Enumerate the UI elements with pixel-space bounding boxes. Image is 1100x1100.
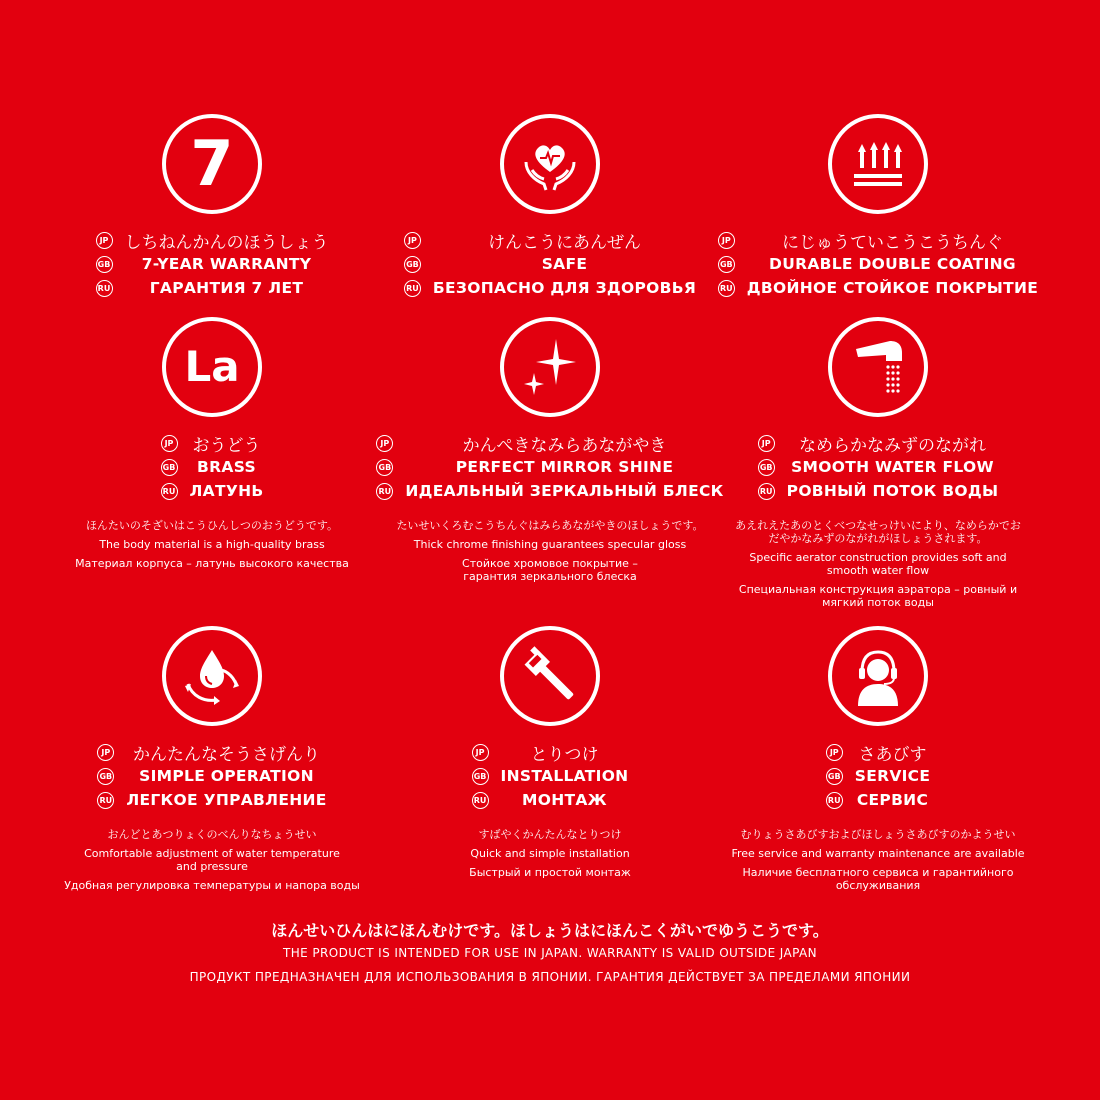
title-jp: さあびす bbox=[858, 744, 927, 765]
feature-titles bbox=[97, 740, 326, 812]
desc-ru: Материал корпуса – латунь высокого качества bbox=[75, 557, 349, 570]
desc-jp: たいせいくろむこうちんぐはみらあながやきのほしょうです。 bbox=[396, 519, 704, 532]
desc-gb: Free service and warranty maintenance are available bbox=[731, 847, 1025, 860]
title-jp: かんぺきなみらあながやき bbox=[462, 435, 667, 456]
feature-description bbox=[695, 828, 1061, 892]
desc-ru: Удобная регулировка температуры и напора воды bbox=[64, 879, 360, 892]
support-headset-icon bbox=[828, 626, 928, 726]
jp-badge: JP bbox=[472, 744, 489, 761]
jp-badge: JP bbox=[826, 744, 843, 761]
jp-badge: JP bbox=[376, 435, 393, 452]
title-gb: DURABLE DOUBLE COATING bbox=[769, 255, 1016, 273]
title-jp: にじゅうていこうこうちんぐ bbox=[782, 232, 1003, 253]
desc-gb: Comfortable adjustment of water temperature and pressure bbox=[84, 847, 340, 873]
feature-mirror-shine bbox=[367, 317, 733, 589]
jp-badge: JP bbox=[718, 232, 735, 249]
feature-safe bbox=[367, 114, 733, 300]
heat-coating-icon bbox=[828, 114, 928, 214]
jp-badge: JP bbox=[97, 744, 114, 761]
feature-service bbox=[695, 626, 1061, 898]
jp-badge: JP bbox=[96, 232, 113, 249]
desc-ru: Стойкое хромовое покрытие – гарантия зеркального блеска bbox=[462, 557, 638, 583]
title-gb: SIMPLE OPERATION bbox=[139, 767, 314, 785]
feature-titles bbox=[161, 431, 264, 503]
feature-titles bbox=[404, 228, 696, 300]
ru-badge: RU bbox=[161, 483, 178, 500]
title-jp: かんたんなそうさげんり bbox=[132, 744, 320, 765]
title-ru: ИДЕАЛЬНЫЙ ЗЕРКАЛЬНЫЙ БЛЕСК bbox=[405, 482, 724, 500]
desc-gb: The body material is a high-quality brass bbox=[99, 538, 325, 551]
footer-gb: THE PRODUCT IS INTENDED FOR USE IN JAPAN. WARRANTY IS VALID OUTSIDE JAPAN bbox=[283, 946, 817, 960]
title-gb: SERVICE bbox=[854, 767, 931, 785]
desc-jp: むりょうさあびすおよびほしょうさあびすのかようせい bbox=[740, 828, 1016, 841]
title-jp: けんこうにあんぜん bbox=[488, 232, 641, 253]
seven-icon: 7 bbox=[162, 114, 262, 214]
desc-jp: あえれえたあのとくべつなせっけいにより、なめらかでおだやかなみずのながれがほしょうされます。 bbox=[735, 519, 1021, 545]
desc-ru: Специальная конструкция аэратора – ровный и мягкий поток воды bbox=[738, 583, 1018, 609]
feature-description bbox=[367, 828, 733, 879]
gb-badge: GB bbox=[161, 459, 178, 476]
jp-badge: JP bbox=[404, 232, 421, 249]
sparkle-icon bbox=[500, 317, 600, 417]
feature-warranty bbox=[29, 114, 395, 300]
feature-titles bbox=[96, 228, 329, 300]
jp-badge: JP bbox=[161, 435, 178, 452]
title-gb: 7-YEAR WARRANTY bbox=[141, 255, 312, 273]
title-ru: ГАРАНТИЯ 7 ЛЕТ bbox=[149, 279, 304, 297]
gb-badge: GB bbox=[404, 256, 421, 273]
ru-badge: RU bbox=[472, 792, 489, 809]
feature-titles bbox=[472, 740, 629, 812]
title-jp: なめらかなみずのながれ bbox=[798, 435, 986, 456]
title-gb: BRASS bbox=[197, 458, 256, 476]
title-ru: ЛАТУНЬ bbox=[189, 482, 264, 500]
title-gb: INSTALLATION bbox=[500, 767, 629, 785]
heart-hands-icon bbox=[500, 114, 600, 214]
desc-jp: すばやくかんたんなとりつけ bbox=[478, 828, 622, 841]
desc-jp: ほんたいのそざいはこうひんしつのおうどうです。 bbox=[85, 519, 339, 532]
faucet-flow-icon bbox=[828, 317, 928, 417]
feature-titles bbox=[376, 431, 723, 503]
title-gb: PERFECT MIRROR SHINE bbox=[455, 458, 674, 476]
footer-jp: ほんせいひんはにほんむけです。ほしょうはにほんこくがいでゆうこうです。 bbox=[271, 921, 829, 940]
feature-simple-operation bbox=[29, 626, 395, 898]
feature-titles bbox=[826, 740, 931, 812]
feature-description bbox=[695, 519, 1061, 609]
brass-la-icon: La bbox=[162, 317, 262, 417]
jp-badge: JP bbox=[758, 435, 775, 452]
title-ru: ДВОЙНОЕ СТОЙКОЕ ПОКРЫТИЕ bbox=[746, 279, 1039, 297]
gb-badge: GB bbox=[826, 768, 843, 785]
feature-water-flow bbox=[695, 317, 1061, 615]
title-ru: СЕРВИС bbox=[856, 791, 929, 809]
desc-jp: おんどとあつりょくのべんりなちょうせい bbox=[107, 828, 317, 841]
title-jp: しちねんかんのほうしょう bbox=[124, 232, 329, 253]
gb-badge: GB bbox=[376, 459, 393, 476]
gb-badge: GB bbox=[472, 768, 489, 785]
ru-badge: RU bbox=[97, 792, 114, 809]
desc-ru: Наличие бесплатного сервиса и гарантийного обслуживания bbox=[742, 866, 1014, 892]
title-ru: РОВНЫЙ ПОТОК ВОДЫ bbox=[786, 482, 999, 500]
gb-badge: GB bbox=[97, 768, 114, 785]
wrench-icon bbox=[500, 626, 600, 726]
feature-titles bbox=[718, 228, 1038, 300]
ru-badge: RU bbox=[376, 483, 393, 500]
feature-description bbox=[367, 519, 733, 583]
ru-badge: RU bbox=[758, 483, 775, 500]
title-gb: SAFE bbox=[541, 255, 588, 273]
feature-titles bbox=[758, 431, 999, 503]
gb-badge: GB bbox=[758, 459, 775, 476]
title-jp: とりつけ bbox=[530, 744, 599, 765]
water-drop-cycle-icon bbox=[162, 626, 262, 726]
ru-badge: RU bbox=[718, 280, 735, 297]
ru-badge: RU bbox=[404, 280, 421, 297]
desc-gb: Quick and simple installation bbox=[470, 847, 630, 860]
title-gb: SMOOTH WATER FLOW bbox=[791, 458, 994, 476]
feature-installation bbox=[367, 626, 733, 885]
desc-ru: Быстрый и простой монтаж bbox=[469, 866, 631, 879]
title-ru: ЛЕГКОЕ УПРАВЛЕНИЕ bbox=[126, 791, 327, 809]
feature-coating bbox=[695, 114, 1061, 300]
feature-brass bbox=[29, 317, 395, 576]
desc-gb: Specific aerator construction provides soft and smooth water flow bbox=[749, 551, 1007, 577]
footer-ru: ПРОДУКТ ПРЕДНАЗНАЧЕН ДЛЯ ИСПОЛЬЗОВАНИЯ В ЯПОНИИ. ГАРАНТИЯ ДЕЙСТВУЕТ ЗА ПРЕДЕЛАМИ ЯПОНИИ bbox=[189, 970, 911, 984]
gb-badge: GB bbox=[96, 256, 113, 273]
title-ru: МОНТАЖ bbox=[522, 791, 607, 809]
desc-gb: Thick chrome finishing guarantees specular gloss bbox=[413, 538, 687, 551]
title-jp: おうどう bbox=[192, 435, 261, 456]
feature-description bbox=[29, 828, 395, 892]
feature-description bbox=[29, 519, 395, 570]
ru-badge: RU bbox=[826, 792, 843, 809]
ru-badge: RU bbox=[96, 280, 113, 297]
title-ru: БЕЗОПАСНО ДЛЯ ЗДОРОВЬЯ bbox=[432, 279, 697, 297]
gb-badge: GB bbox=[718, 256, 735, 273]
